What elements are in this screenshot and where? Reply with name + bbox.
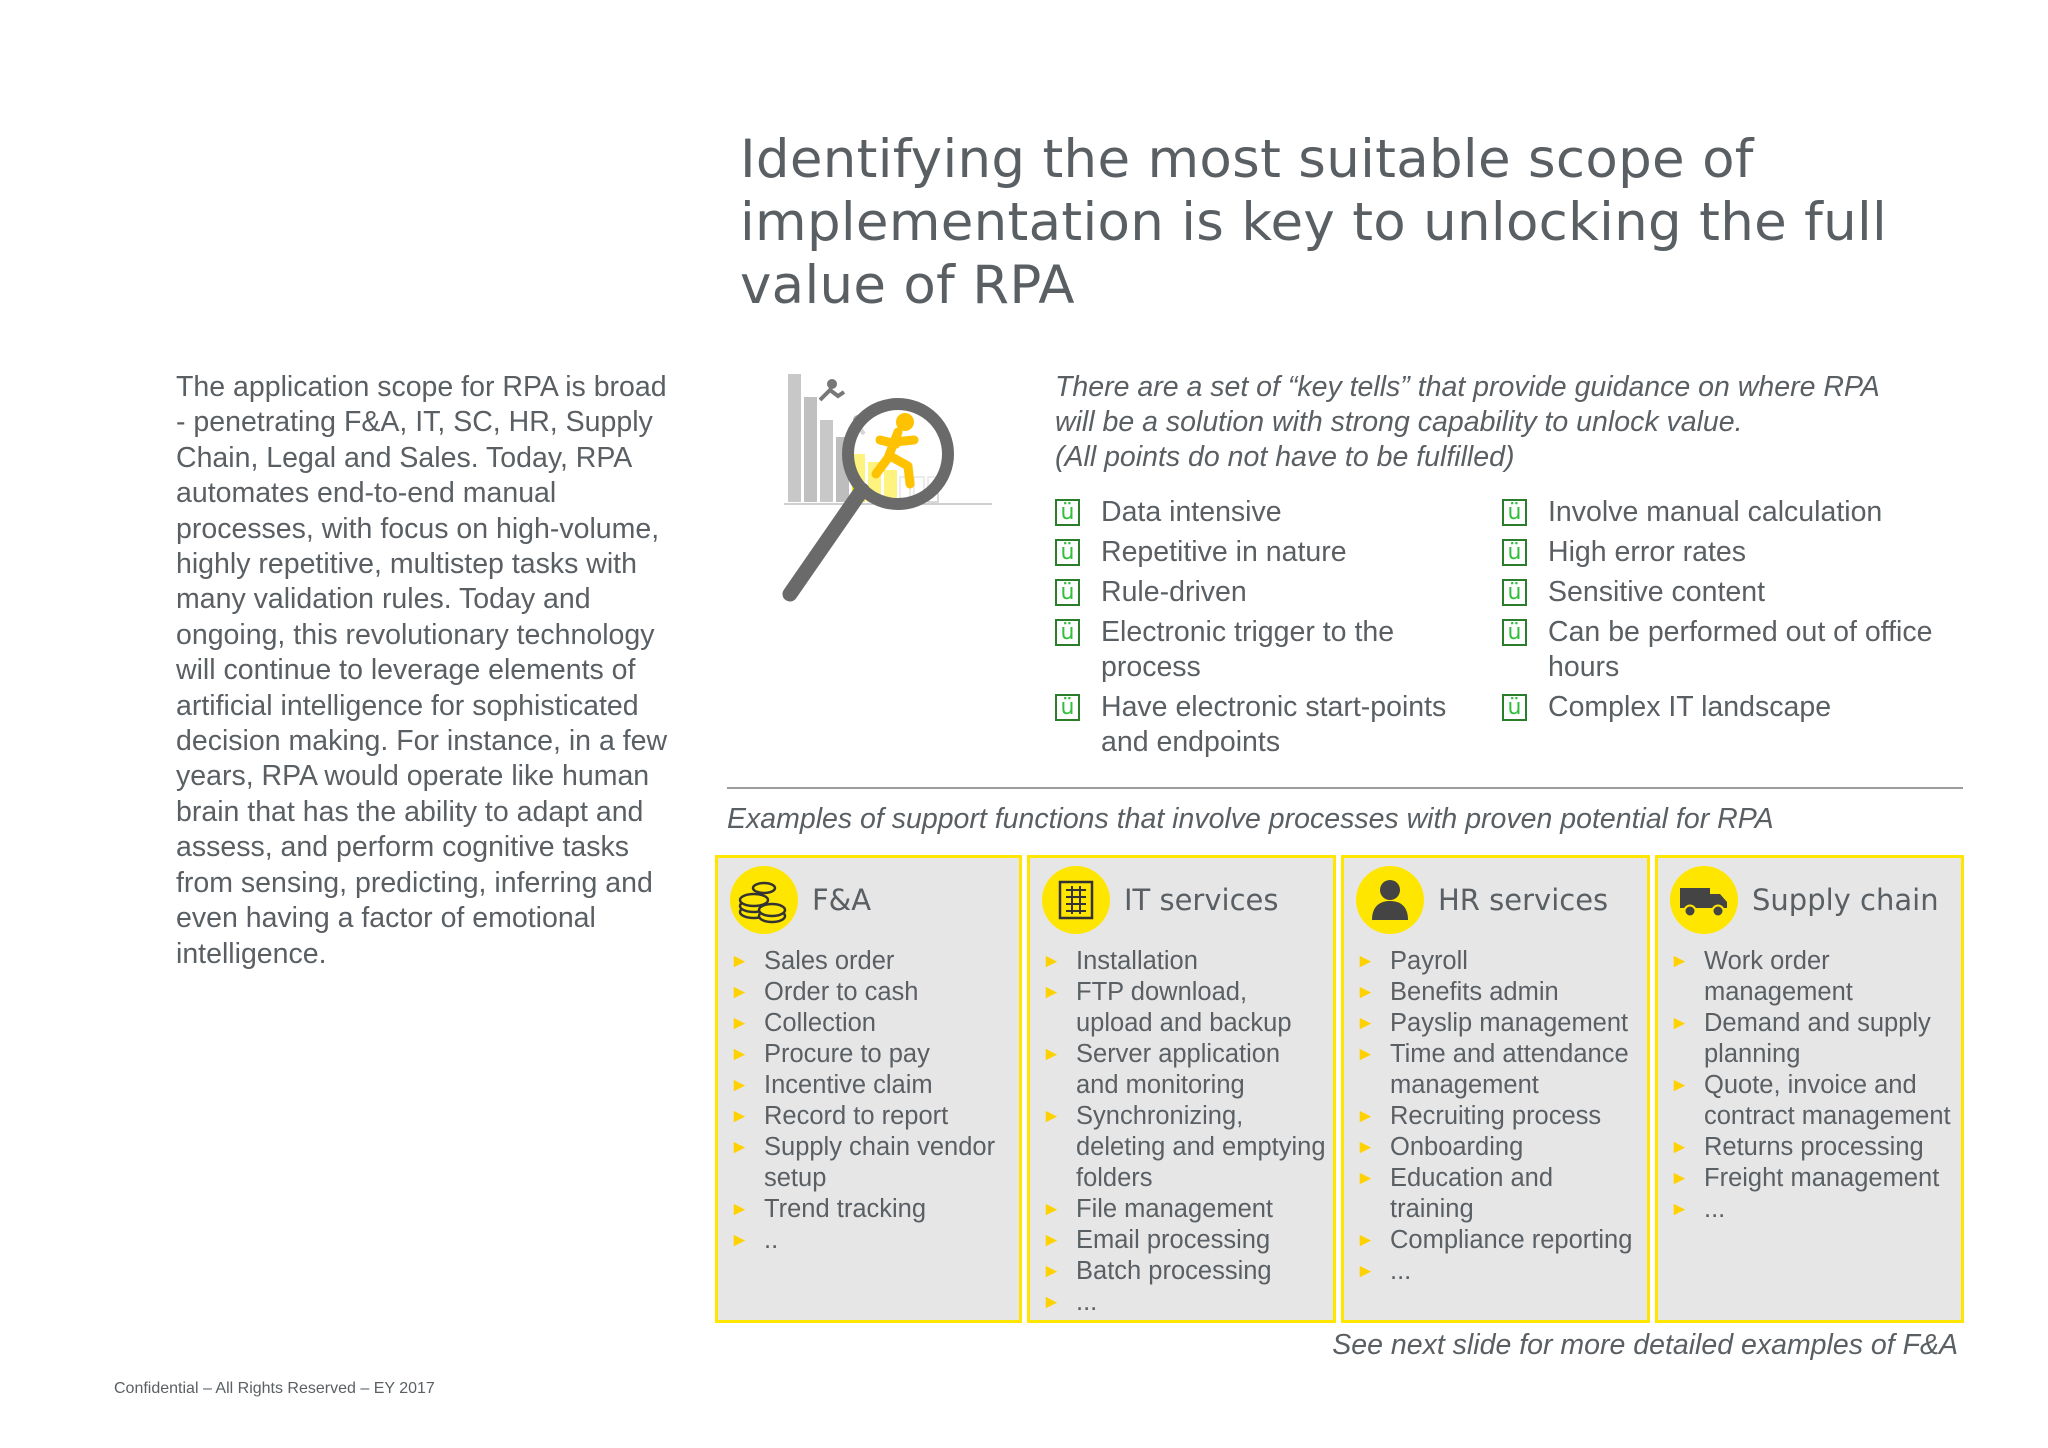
list-item-label: Incentive claim — [764, 1071, 933, 1099]
list-item-label: Procure to pay — [764, 1040, 930, 1068]
list-item — [1670, 1132, 1957, 1163]
key-tells-intro-line: There are a set of “key tells” that provide guidance on where RPA — [1055, 371, 1880, 403]
see-next-note: See next slide for more detailed examples of F&A — [1332, 1329, 1958, 1361]
list-item — [1356, 977, 1643, 1008]
bullet-arrow-icon: ► — [1042, 1199, 1061, 1220]
list-item — [1670, 946, 1957, 1008]
section-divider — [727, 787, 1963, 789]
key-tell-label: Complex IT landscape — [1548, 691, 1832, 723]
slide-title: Identifying the most suitable scope of implementation is key to unlocking the full value of RPA — [740, 129, 1888, 316]
card-title: HR services — [1438, 883, 1609, 917]
key-tells-right-list — [1502, 495, 1942, 730]
key-tell-label: Repetitive in nature — [1101, 536, 1347, 568]
list-item — [1042, 1194, 1329, 1225]
bullet-arrow-icon: ► — [1670, 1075, 1689, 1096]
list-item — [730, 946, 1015, 977]
list-item-label: Order to cash — [764, 978, 919, 1006]
key-tell-item — [1055, 615, 1495, 685]
card-process-list — [1042, 946, 1329, 1318]
bullet-arrow-icon: ► — [1042, 951, 1061, 972]
list-item — [730, 1070, 1015, 1101]
list-item-label: Onboarding — [1390, 1133, 1524, 1161]
intro-paragraph: The application scope for RPA is broad - penetrating F&A, IT, SC, HR, Supply Chain, Legal and Sales. Today, RPA automates end-to-end manual processes, with focus on high-volume, highly repetitive, multistep tasks with many validation rules. Today and ongoing, this revolutionary technology will continue to leverage elements of artificial intelligence for sophisticated decision making. For instance, in a few years, RPA would operate like human brain that has the ability to adapt and assess, and perform cognitive tasks from sensing, predicting, inferring and even having a factor of emotional intelligence. — [176, 371, 668, 970]
card-process-list — [730, 946, 1015, 1256]
bullet-arrow-icon: ► — [730, 982, 749, 1003]
bullet-arrow-icon: ► — [1670, 1137, 1689, 1158]
list-item — [730, 977, 1015, 1008]
card-supply-chain — [1655, 855, 1964, 1323]
list-item — [1670, 1008, 1957, 1070]
key-tell-item — [1502, 535, 1942, 570]
key-tell-label: Electronic trigger to the process — [1101, 616, 1395, 683]
card-it-services — [1027, 855, 1336, 1323]
list-item-label: Batch processing — [1076, 1257, 1272, 1285]
bullet-arrow-icon: ► — [1042, 1044, 1061, 1065]
bullet-arrow-icon: ► — [1356, 1261, 1375, 1282]
list-item — [1670, 1163, 1957, 1194]
checkbox-icon: ü — [1055, 694, 1080, 721]
key-tells-intro-line: will be a solution with strong capability to unlock value. — [1055, 406, 1743, 438]
list-item-label: ... — [1704, 1195, 1726, 1223]
list-item-label: Freight management — [1704, 1164, 1940, 1192]
list-item-label: Trend tracking — [764, 1195, 927, 1223]
bullet-arrow-icon: ► — [1670, 951, 1689, 972]
key-tells-left-list — [1055, 495, 1495, 765]
key-tell-label: Sensitive content — [1548, 576, 1766, 608]
card-title: F&A — [812, 883, 872, 917]
card-header — [730, 866, 1020, 936]
list-item-label: Synchronizing, deleting and emptying folders — [1076, 1102, 1326, 1192]
card-title: IT services — [1124, 883, 1279, 917]
key-tell-label: Data intensive — [1101, 496, 1282, 528]
truck-icon — [1670, 866, 1738, 934]
list-item — [1356, 1225, 1643, 1256]
bullet-arrow-icon: ► — [730, 1137, 749, 1158]
list-item-label: ... — [1390, 1257, 1412, 1285]
coins-icon — [730, 866, 798, 934]
key-tell-label: Rule-driven — [1101, 576, 1247, 608]
list-item-label: Time and attendance management — [1390, 1040, 1629, 1099]
list-item-label: File management — [1076, 1195, 1274, 1223]
bullet-arrow-icon: ► — [1670, 1168, 1689, 1189]
list-item — [730, 1039, 1015, 1070]
list-item — [1042, 1101, 1329, 1194]
card-fa — [715, 855, 1022, 1323]
bullet-arrow-icon: ► — [1356, 982, 1375, 1003]
list-item-label: Demand and supply planning — [1704, 1009, 1931, 1068]
bullet-arrow-icon: ► — [730, 1013, 749, 1034]
list-item-label: Recruiting process — [1390, 1102, 1602, 1130]
list-item — [1670, 1194, 1957, 1225]
key-tells-intro — [1055, 370, 1985, 475]
card-process-list — [1356, 946, 1643, 1287]
bullet-arrow-icon: ► — [1670, 1013, 1689, 1034]
checkbox-icon: ü — [1055, 499, 1080, 526]
magnifier-chart-icon — [780, 362, 1000, 607]
person-icon — [1356, 866, 1424, 934]
list-item — [1356, 1039, 1643, 1101]
bullet-arrow-icon: ► — [1356, 1137, 1375, 1158]
list-item-label: Server application and monitoring — [1076, 1040, 1281, 1099]
checkbox-icon: ü — [1055, 619, 1080, 646]
key-tell-item — [1055, 495, 1495, 530]
examples-heading: Examples of support functions that involve processes with proven potential for RPA — [727, 803, 1774, 835]
key-tell-item — [1502, 690, 1942, 725]
bullet-arrow-icon: ► — [730, 1044, 749, 1065]
list-item-label: Payslip management — [1390, 1009, 1629, 1037]
checkbox-icon: ü — [1502, 694, 1527, 721]
key-tell-label: Involve manual calculation — [1548, 496, 1883, 528]
list-item — [1042, 1225, 1329, 1256]
footer-confidential: Confidential – All Rights Reserved – EY 2017 — [114, 1380, 435, 1397]
list-item — [1356, 1163, 1643, 1225]
card-hr-services — [1341, 855, 1650, 1323]
list-item-label: Quote, invoice and contract management — [1704, 1071, 1951, 1130]
list-item — [1670, 1070, 1957, 1132]
list-item — [1042, 1039, 1329, 1101]
list-item — [1356, 1132, 1643, 1163]
bullet-arrow-icon: ► — [1042, 1261, 1061, 1282]
checkbox-icon: ü — [1502, 619, 1527, 646]
bullet-arrow-icon: ► — [1042, 1292, 1061, 1313]
checkbox-icon: ü — [1502, 499, 1527, 526]
card-header — [1042, 866, 1332, 936]
list-item-label: ... — [1076, 1288, 1098, 1316]
bullet-arrow-icon: ► — [730, 951, 749, 972]
bullet-arrow-icon: ► — [1356, 1168, 1375, 1189]
list-item — [1356, 1101, 1643, 1132]
list-item — [1356, 1008, 1643, 1039]
bullet-arrow-icon: ► — [730, 1075, 749, 1096]
card-header — [1356, 866, 1646, 936]
list-item — [1042, 1287, 1329, 1318]
list-item-label: Work order management — [1704, 947, 1853, 1006]
bullet-arrow-icon: ► — [1356, 1106, 1375, 1127]
list-item — [1356, 1256, 1643, 1287]
bullet-arrow-icon: ► — [730, 1106, 749, 1127]
list-item-label: Installation — [1076, 947, 1198, 975]
card-title: Supply chain — [1752, 883, 1939, 917]
list-item — [730, 1101, 1015, 1132]
key-tell-item — [1055, 535, 1495, 570]
key-tells-intro-line: (All points do not have to be fulfilled) — [1055, 441, 1515, 473]
list-item-label: Compliance reporting — [1390, 1226, 1633, 1254]
key-tell-item — [1502, 575, 1942, 610]
checkbox-icon: ü — [1055, 539, 1080, 566]
checkbox-icon: ü — [1055, 579, 1080, 606]
card-header — [1670, 866, 1960, 936]
bullet-arrow-icon: ► — [1042, 1230, 1061, 1251]
key-tell-item — [1502, 495, 1942, 530]
list-item-label: .. — [764, 1226, 779, 1254]
list-item-label: Benefits admin — [1390, 978, 1559, 1006]
bullet-arrow-icon: ► — [1356, 1044, 1375, 1065]
key-tell-item — [1502, 615, 1942, 685]
list-item — [1042, 1256, 1329, 1287]
bullet-arrow-icon: ► — [730, 1230, 749, 1251]
list-item — [730, 1194, 1015, 1225]
checkbox-icon: ü — [1502, 539, 1527, 566]
key-tell-item — [1055, 690, 1495, 760]
bullet-arrow-icon: ► — [1042, 1106, 1061, 1127]
list-item — [730, 1132, 1015, 1194]
list-item-label: Payroll — [1390, 947, 1468, 975]
bullet-arrow-icon: ► — [730, 1199, 749, 1220]
key-tell-label: High error rates — [1548, 536, 1746, 568]
card-process-list — [1670, 946, 1957, 1225]
list-item — [1042, 946, 1329, 977]
bullet-arrow-icon: ► — [1042, 982, 1061, 1003]
server-board-icon — [1042, 866, 1110, 934]
list-item — [730, 1008, 1015, 1039]
list-item-label: Education and training — [1390, 1164, 1554, 1223]
list-item-label: Email processing — [1076, 1226, 1271, 1254]
checkbox-icon: ü — [1502, 579, 1527, 606]
key-tell-label: Can be performed out of office hours — [1548, 616, 1933, 683]
list-item-label: FTP download, upload and backup — [1076, 978, 1292, 1037]
bullet-arrow-icon: ► — [1356, 1230, 1375, 1251]
list-item-label: Record to report — [764, 1102, 949, 1130]
list-item — [730, 1225, 1015, 1256]
list-item — [1356, 946, 1643, 977]
list-item-label: Supply chain vendor setup — [764, 1133, 996, 1192]
key-tell-label: Have electronic start-points and endpoints — [1101, 691, 1447, 758]
list-item-label: Collection — [764, 1009, 876, 1037]
key-tell-item — [1055, 575, 1495, 610]
list-item-label: Sales order — [764, 947, 895, 975]
list-item-label: Returns processing — [1704, 1133, 1924, 1161]
list-item — [1042, 977, 1329, 1039]
bullet-arrow-icon: ► — [1356, 1013, 1375, 1034]
bullet-arrow-icon: ► — [1356, 951, 1375, 972]
bullet-arrow-icon: ► — [1670, 1199, 1689, 1220]
